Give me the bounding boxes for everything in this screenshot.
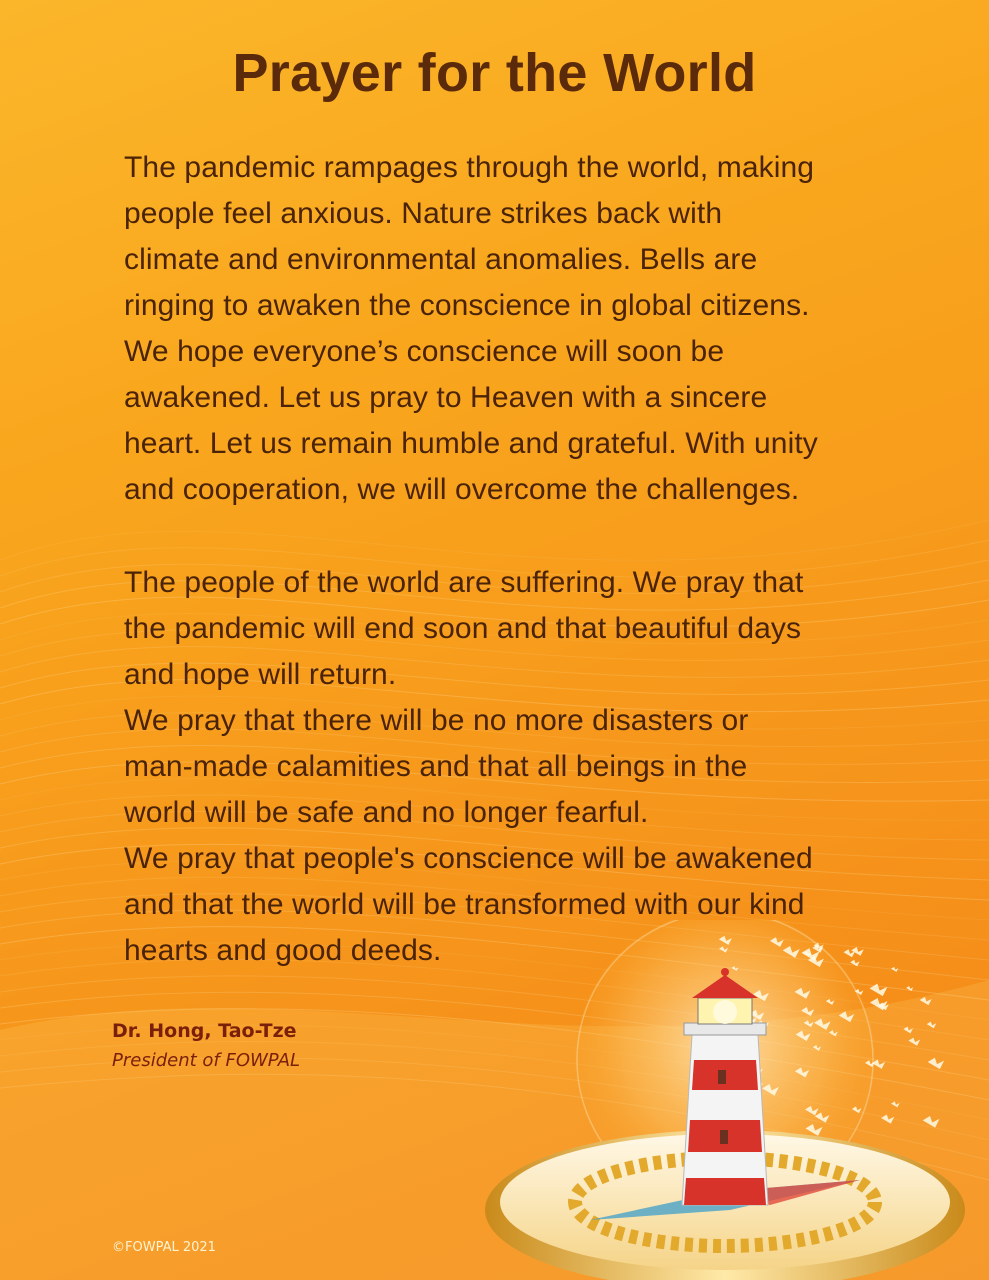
paragraph-2-line: We pray that people's conscience will be awakened bbox=[124, 842, 813, 875]
bird-icon bbox=[908, 1038, 920, 1046]
paragraph-2-line: The people of the world are suffering. We pray that bbox=[124, 566, 804, 599]
bird-icon bbox=[891, 1101, 900, 1107]
bird-icon bbox=[881, 1115, 894, 1124]
page-title: Prayer for the World bbox=[232, 43, 757, 103]
paragraph-1 bbox=[124, 145, 924, 513]
paragraph-2-line: We pray that there will be no more disasters or bbox=[124, 704, 749, 737]
wave-line bbox=[0, 520, 989, 560]
paragraph-2-line: world will be safe and no longer fearful. bbox=[124, 796, 649, 829]
copyright-text: ©FOWPAL 2021 bbox=[112, 1240, 216, 1255]
paragraph-1-line: heart. Let us remain humble and grateful. With unity bbox=[124, 427, 818, 460]
paragraph-1-line: people feel anxious. Nature strikes back with bbox=[124, 197, 723, 230]
paragraph-1-line: awakened. Let us pray to Heaven with a sincere bbox=[124, 381, 768, 414]
bird-icon bbox=[870, 984, 888, 996]
author-role: President of FOWPAL bbox=[112, 1050, 301, 1071]
paragraph-2-line: man-made calamities and that all beings in the bbox=[124, 750, 748, 783]
paragraph-1-line: climate and environmental anomalies. Bells are bbox=[124, 243, 758, 276]
paragraph-2-line: and hope will return. bbox=[124, 658, 397, 691]
paragraph-2-line: and that the world will be transformed with our kind bbox=[124, 888, 805, 921]
bird-icon bbox=[850, 960, 859, 967]
paragraph-2 bbox=[124, 560, 924, 974]
paragraph-1-line: and cooperation, we will overcome the challenges. bbox=[124, 473, 800, 506]
paragraph-1-line: The pandemic rampages through the world, making bbox=[124, 151, 815, 184]
bird-icon bbox=[891, 967, 898, 972]
paragraph-2-line: the pandemic will end soon and that beautiful days bbox=[124, 612, 802, 645]
bird-icon bbox=[923, 1116, 940, 1128]
bird-icon bbox=[906, 986, 913, 991]
bird-icon bbox=[927, 1022, 937, 1029]
bird-icon bbox=[928, 1058, 944, 1069]
author-name: Dr. Hong, Tao-Tze bbox=[112, 1020, 297, 1042]
lighthouse-compass-illustration bbox=[470, 920, 989, 1280]
paragraph-1-line: ringing to awaken the conscience in global citizens. bbox=[124, 289, 810, 322]
paragraph-2-line: hearts and good deeds. bbox=[124, 934, 442, 967]
bird-icon bbox=[903, 1027, 913, 1034]
bird-icon bbox=[920, 997, 932, 1005]
paragraph-1-line: We hope everyone’s conscience will soon be bbox=[124, 335, 725, 368]
